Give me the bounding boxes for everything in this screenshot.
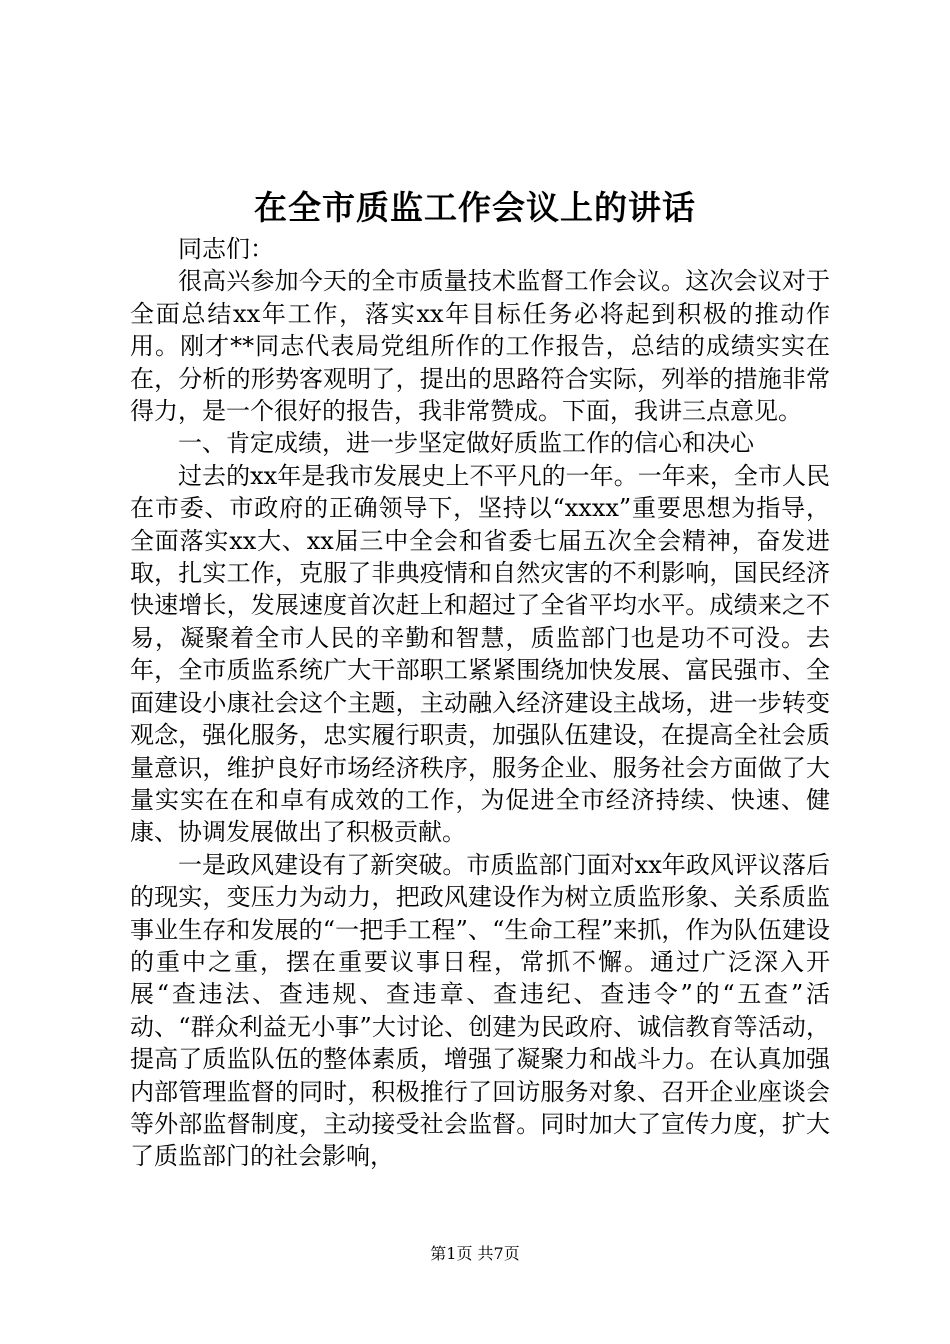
section-heading: 一、肯定成绩，进一步坚定做好质监工作的信心和决心 — [178, 429, 754, 458]
page-number-footer: 第1页 共7页 — [430, 1244, 520, 1263]
salutation-paragraph: 同志们： — [178, 235, 274, 263]
intro-paragraph: 很高兴参加今天的全市质量技术监督工作会议。这次会议对于全面总结xx年工作，落实xx年目标任务必将起到积极的推动作用。刚才**同志代表局党组所作的工作报告，总结的成绩实实在在，分析的形势客观明了，提出的思路符合实际，列举的措施非常得力，是一个很好的报告，我非常赞成。下面，我讲三点意见。 — [130, 267, 830, 426]
document-body — [130, 233, 830, 1173]
body-paragraph: 一是政风建设有了新突破。市质监部门面对xx年政风评议落后的现实，变压力为动力，把政风建设作为树立质监形象、关系质监事业生存和发展的“一把手工程”、“生命工程”来抓，作为队伍建设的重中之重，摆在重要议事日程，常抓不懈。通过广泛深入开展“查违法、查违规、查违章、查违纪、查违令”的“五查”活动、“群众利益无小事”大讨论、创建为民政府、诚信教育等活动，提高了质监队伍的整体素质，增强了凝聚力和战斗力。在认真加强内部管理监督的同时，积极推行了回访服务对象、召开企业座谈会等外部监督制度，主动接受社会监督。同时加大了宣传力度，扩大了质监部门的社会影响， — [130, 850, 830, 1171]
document-title: 在全市质监工作会议上的讲话 — [254, 188, 696, 227]
body-paragraph: 过去的xx年是我市发展史上不平凡的一年。一年来，全市人民在市委、市政府的正确领导下，坚持以“xxxx”重要思想为指导，全面落实xx大、xx届三中全会和省委七届五次全会精神，奋发进取，扎实工作，克服了非典疫情和自然灾害的不利影响，国民经济快速增长，发展速度首次赶上和超过了全省平均水平。成绩来之不易，凝聚着全市人民的辛勤和智慧，质监部门也是功不可没。去年，全市质监系统广大干部职工紧紧围绕加快发展、富民强市、全面建设小康社会这个主题，主动融入经济建设主战场，进一步转变观念，强化服务，忠实履行职责，加强队伍建设，在提高全社会质量意识，维护良好市场经济秩序，服务企业、服务社会方面做了大量实实在在和卓有成效的工作，为促进全市经济持续、快速、健康、协调发展做出了积极贡献。 — [130, 461, 830, 847]
